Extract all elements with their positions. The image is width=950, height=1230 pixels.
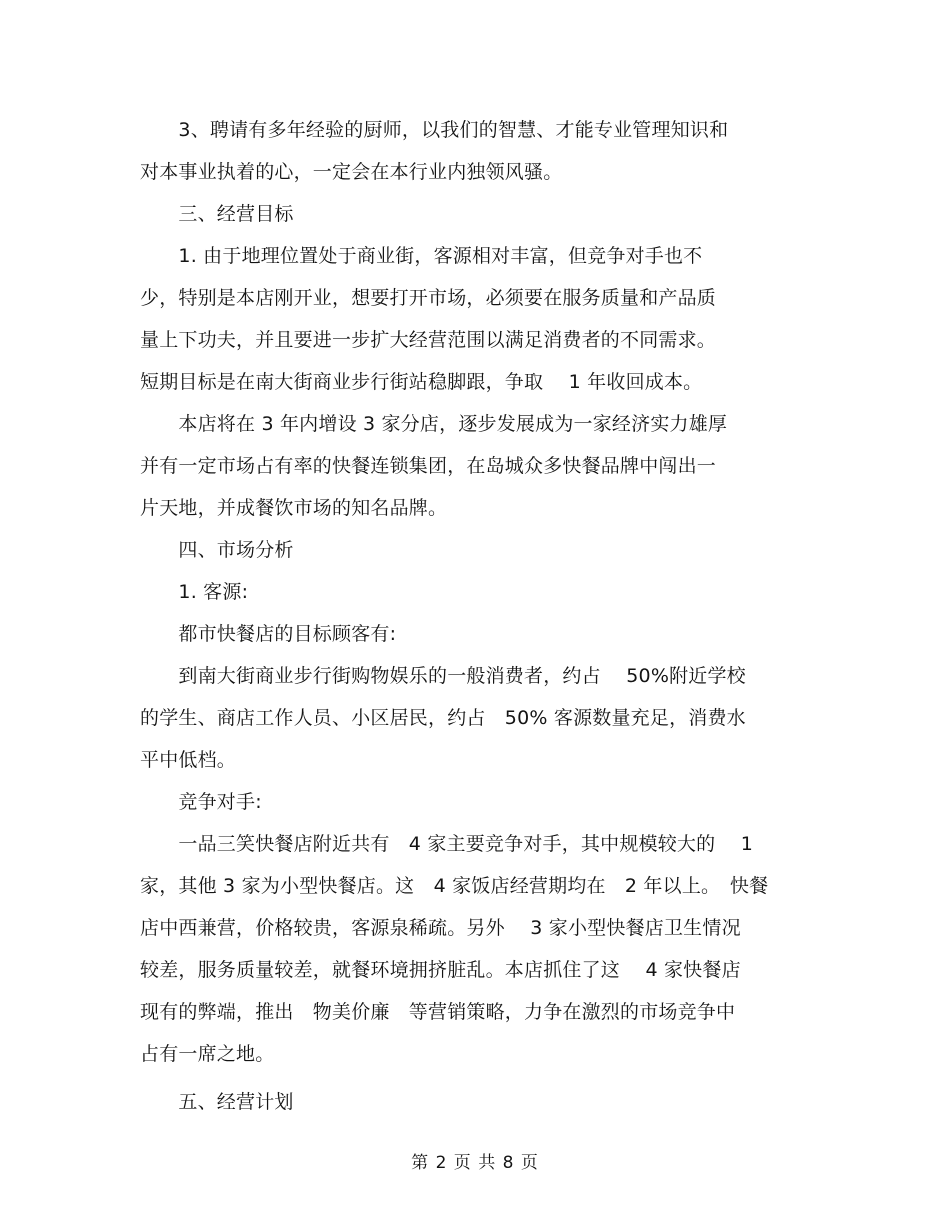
text-line: 竞争对手: xyxy=(140,791,262,813)
text-line: 短期目标是在南大街商业步行街站稳脚跟，争取 1 年收回成本。 xyxy=(140,371,703,393)
text-line: 较差，服务质量较差，就餐环境拥挤脏乱。本店抓住了这 4 家快餐店 xyxy=(140,959,741,981)
text-line: 占有一席之地。 xyxy=(140,1043,275,1065)
text-line: 量上下功夫，并且要进一步扩大经营范围以满足消费者的不同需求。 xyxy=(140,329,717,351)
text-line: 1. 由于地理位置处于商业街，客源相对丰富，但竞争对手也不 xyxy=(140,245,703,267)
section-heading: 四、市场分析 xyxy=(140,539,294,561)
text-line: 平中低档。 xyxy=(140,749,237,771)
text-line: 店中西兼营，价格较贵，客源泉稀疏。另外 3 家小型快餐店卫生情况 xyxy=(140,917,741,939)
text-line: 本店将在 3 年内增设 3 家分店，逐步发展成为一家经济实力雄厚 xyxy=(140,413,728,435)
page-number-footer: 第 2 页 共 8 页 xyxy=(411,1153,539,1173)
text-line: 到南大街商业步行街购物娱乐的一般消费者，约占 50%附近学校 xyxy=(140,665,746,687)
text-line: 片天地，并成餐饮市场的知名品牌。 xyxy=(140,497,448,519)
text-line: 家，其他 3 家为小型快餐店。这 4 家饭店经营期均在 2 年以上。 快餐 xyxy=(140,875,769,897)
text-line: 并有一定市场占有率的快餐连锁集团，在岛城众多快餐品牌中闯出一 xyxy=(140,455,717,477)
text-line: 对本事业执着的心，一定会在本行业内独领风骚。 xyxy=(140,161,563,183)
text-line: 1. 客源: xyxy=(140,581,249,603)
section-heading: 五、经营计划 xyxy=(140,1091,294,1113)
text-line: 少，特别是本店刚开业，想要打开市场，必须要在服务质量和产品质 xyxy=(140,287,717,309)
text-line: 都市快餐店的目标顾客有: xyxy=(140,623,397,645)
section-heading: 三、经营目标 xyxy=(140,203,294,225)
text-line: 现有的弊端，推出 物美价廉 等营销策略，力争在激烈的市场竞争中 xyxy=(140,1001,736,1023)
text-line: 一品三笑快餐店附近共有 4 家主要竞争对手，其中规模较大的 1 xyxy=(140,833,754,855)
text-line: 3、聘请有多年经验的厨师，以我们的智慧、才能专业管理知识和 xyxy=(140,119,729,141)
text-line: 的学生、商店工作人员、小区居民，约占 50% 客源数量充足，消费水 xyxy=(140,707,746,729)
